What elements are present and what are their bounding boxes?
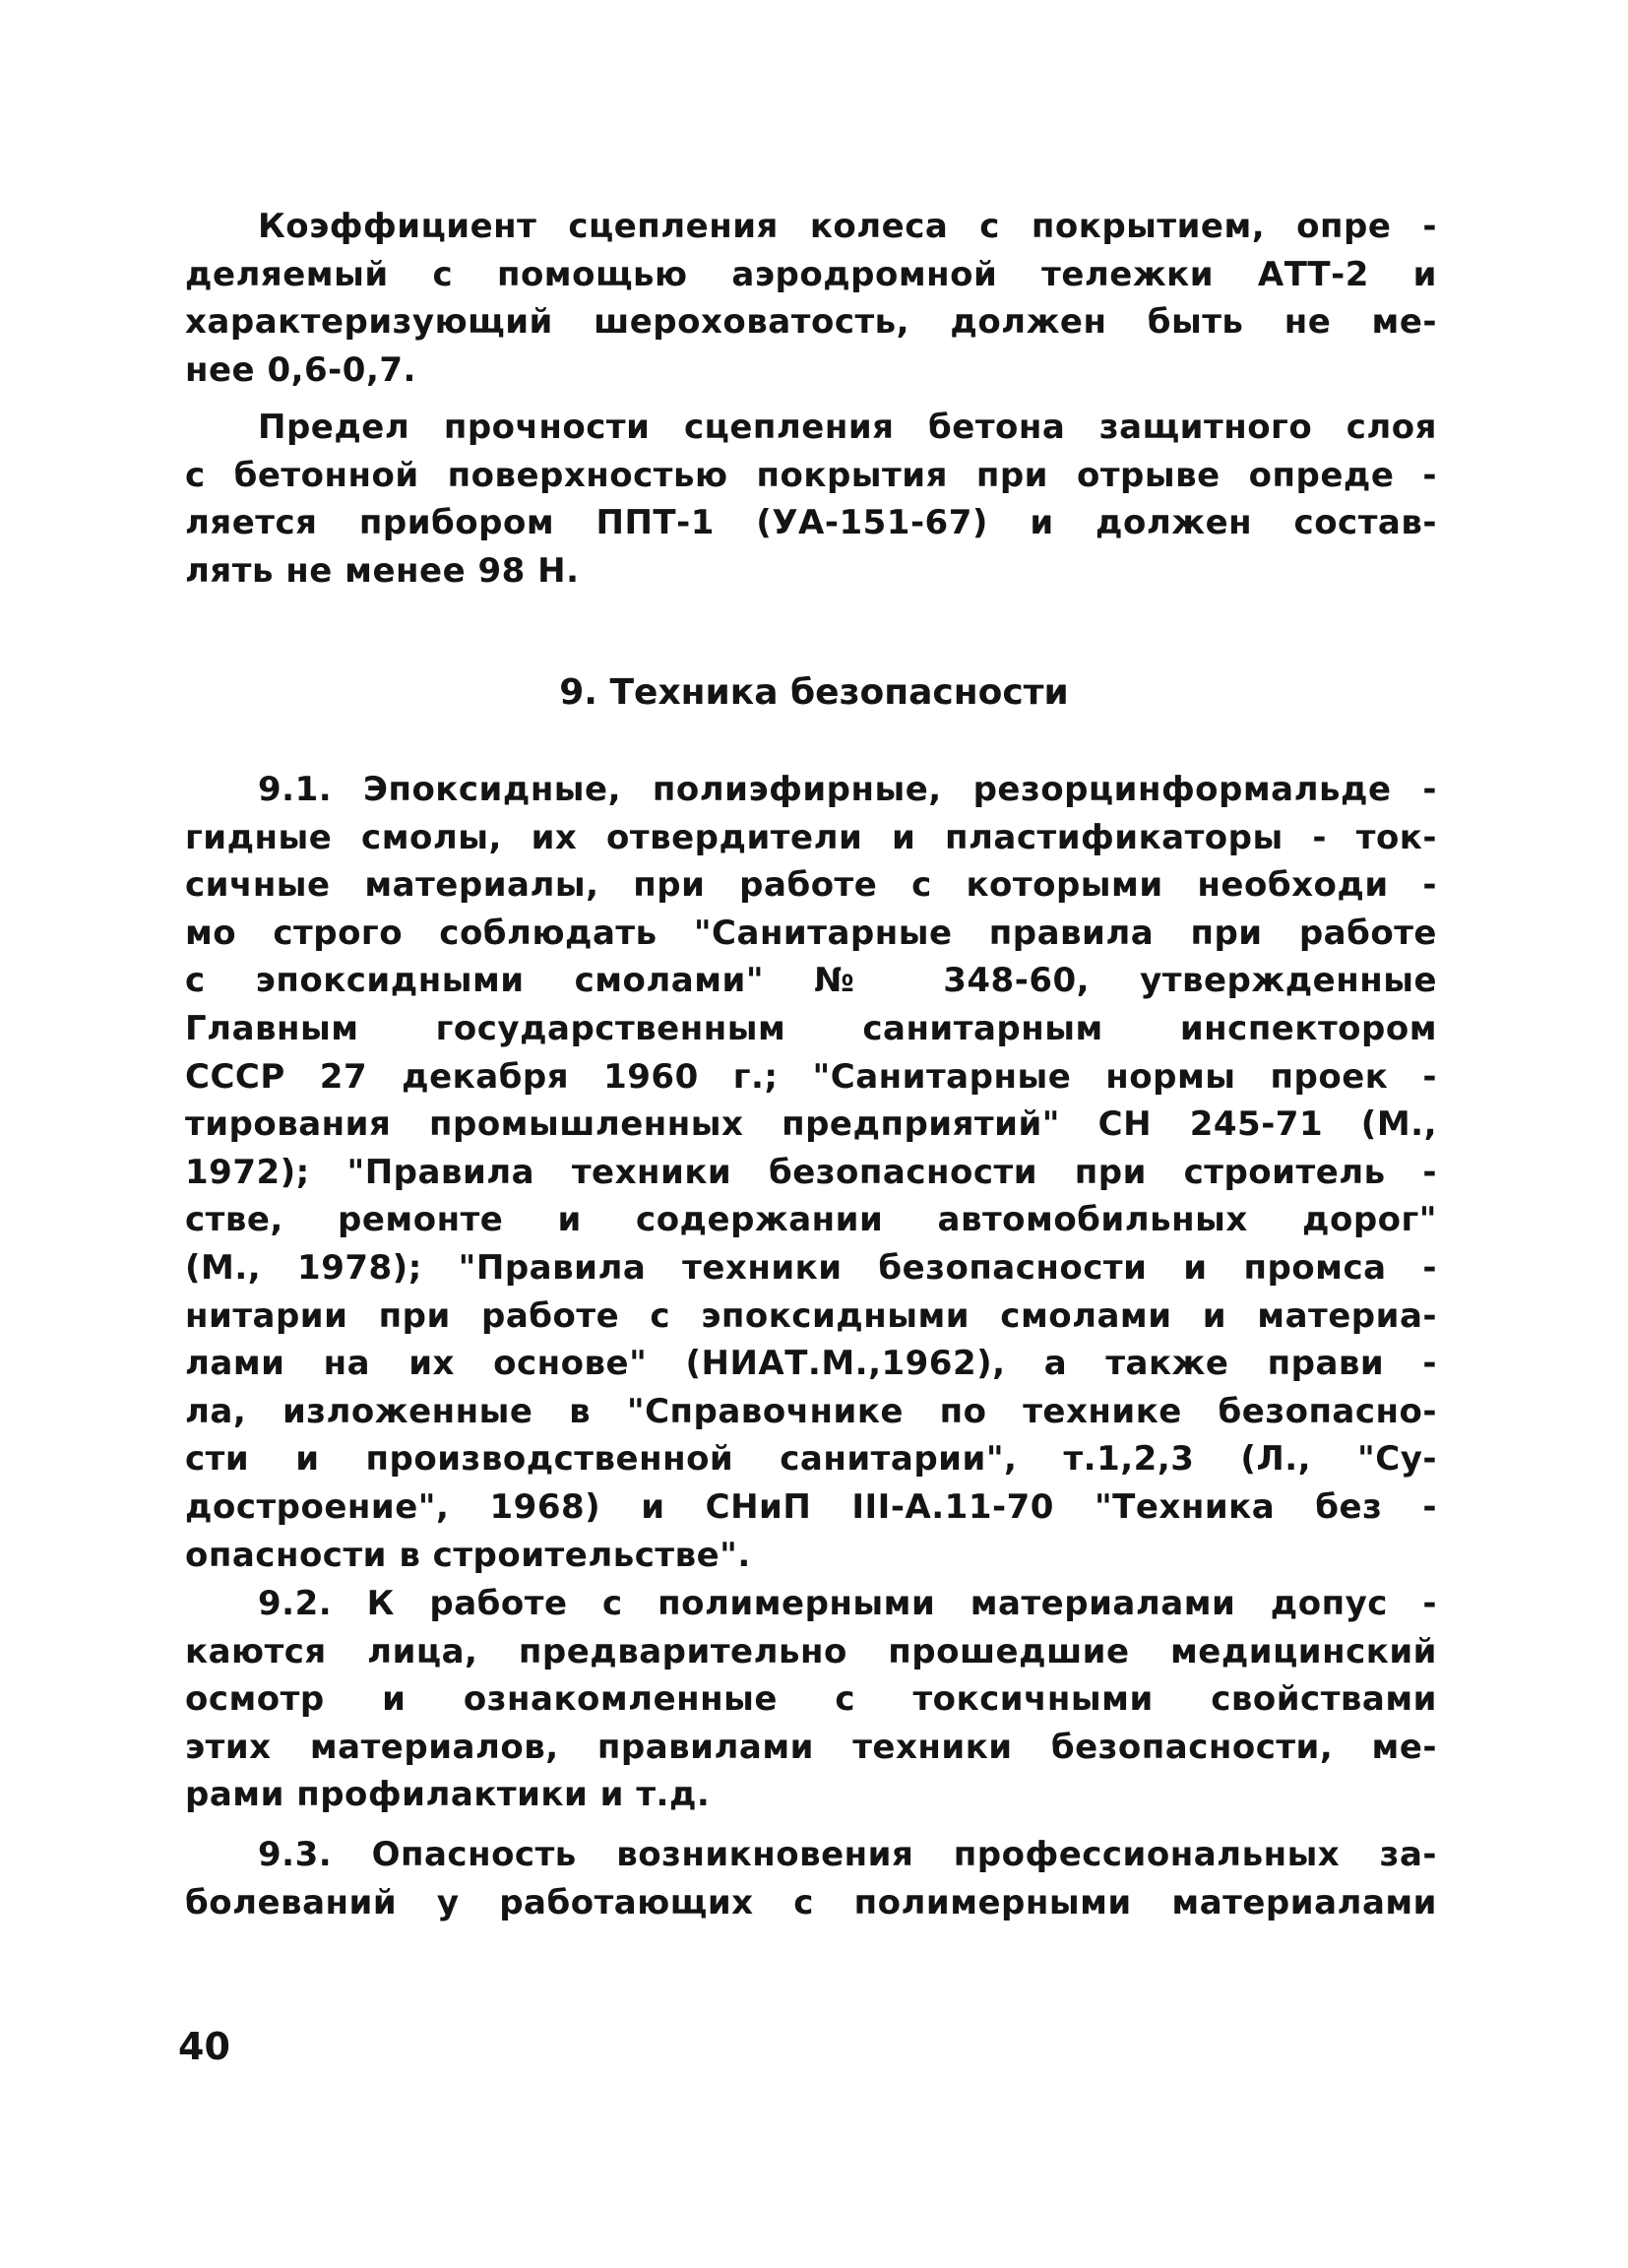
paragraph-9-2 <box>185 1580 1437 1819</box>
text-line: Главным государственным санитарным инспектором <box>185 1008 1437 1048</box>
text-line: 9.2. К работе с полимерными материалами допус - <box>258 1584 1437 1623</box>
text-line: ляется прибором ППТ-1 (УА-151-67) и должен состав- <box>185 503 1437 543</box>
text-line: осмотр и ознакомленные с токсичными свойствами <box>185 1679 1437 1720</box>
page-number: 40 <box>178 2025 230 2068</box>
text-line: этих материалов, правилами техники безопасности, ме- <box>185 1727 1437 1767</box>
paragraph-adhesion-coefficient <box>185 203 1437 394</box>
text-line: нитарии при работе с эпоксидными смолами и материа- <box>185 1295 1437 1336</box>
text-line: нее 0,6-0,7. <box>185 349 416 390</box>
text-line: 9.3. Опасность возникновения профессиональных за- <box>258 1835 1437 1874</box>
text-line: сти и производственной санитарии", т.1,2,3 (Л., "Су- <box>185 1439 1437 1480</box>
text-line: каются лица, предварительно прошедшие медицинский <box>185 1631 1437 1671</box>
text-line: характеризующий шероховатость, должен быть не ме- <box>185 302 1437 343</box>
text-line: гидные смолы, их отвердители и пластификаторы - ток- <box>185 817 1437 857</box>
text-line: с бетонной поверхностью покрытия при отрыве опреде - <box>185 455 1437 495</box>
text-line: сичные материалы, при работе с которыми необходи - <box>185 865 1437 906</box>
text-line: лять не менее 98 Н. <box>185 550 580 591</box>
paragraph-bond-strength <box>185 404 1437 595</box>
paragraph-9-3 <box>185 1831 1437 1926</box>
text-line: достроение", 1968) и СНиП III-А.11-70 "Техника без - <box>185 1486 1437 1527</box>
text-line: опасности в строительстве". <box>185 1535 751 1575</box>
text-line: 1972); "Правила техники безопасности при строитель - <box>185 1152 1437 1192</box>
text-line: СССР 27 декабря 1960 г.; "Санитарные нормы проек - <box>185 1056 1437 1097</box>
text-line: 9.1. Эпоксидные, полиэфирные, резорцинформальде - <box>258 770 1437 809</box>
text-line: рами профилактики и т.д. <box>185 1775 711 1815</box>
text-line: болеваний у работающих с полимерными материалами <box>185 1882 1437 1922</box>
text-line: Коэффициент сцепления колеса с покрытием, опре - <box>258 207 1437 246</box>
paragraph-9-1 <box>185 766 1437 1579</box>
text-line: лами на их основе" (НИАТ.М.,1962), а также прави - <box>185 1344 1437 1384</box>
text-line: Предел прочности сцепления бетона защитного слоя <box>258 408 1437 447</box>
text-line: тирования промышленных предприятий" СН 245-71 (М., <box>185 1104 1437 1145</box>
text-line: ла, изложенные в "Справочнике по технике безопасно- <box>185 1391 1437 1431</box>
text-line: деляемый с помощью аэродромной тележки АТТ-2 и <box>185 254 1437 294</box>
text-line: (М., 1978); "Правила техники безопасности и промса - <box>185 1247 1437 1288</box>
text-line: с эпоксидными смолами" № 348-60, утвержденные <box>185 961 1437 1001</box>
text-line: стве, ремонте и содержании автомобильных дорог" <box>185 1200 1437 1240</box>
section-heading: 9. Техника безопасности <box>559 672 1069 713</box>
text-line: мо строго соблюдать "Санитарные правила при работе <box>185 913 1437 953</box>
